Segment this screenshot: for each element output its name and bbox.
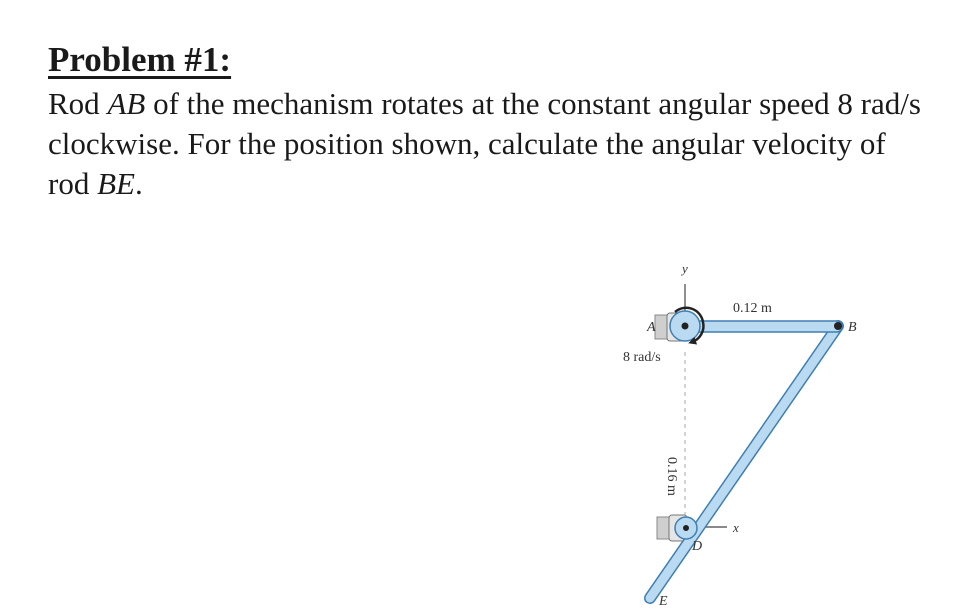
statement-part-2: of the mechanism rotates at the constant angular speed 8 rad/s clockwise. For the position shown, calculate the angular velocity of rod (48, 86, 921, 201)
rod-ab (682, 321, 842, 332)
rod-be-label: BE (97, 166, 135, 201)
statement-part-3: . (134, 166, 143, 201)
support-a (655, 315, 668, 339)
x-axis-label: x (733, 520, 739, 535)
support-d (657, 517, 670, 539)
point-b-label: B (848, 320, 857, 335)
y-axis-label: y (682, 261, 688, 276)
point-d-label: D (692, 539, 703, 554)
problem-title: Problem #1: (48, 40, 232, 79)
collar-d-pin (683, 525, 689, 531)
point-a-label: A (647, 320, 656, 335)
statement-part-1: Rod (48, 86, 108, 121)
pin-b (834, 322, 842, 330)
length-ad-label: 0.16 m (664, 457, 679, 496)
joint-a-pin (682, 323, 689, 330)
point-e-label: E (659, 594, 668, 609)
length-ab-label: 0.12 m (733, 301, 772, 316)
rod-ab-label: AB (107, 86, 146, 121)
angular-speed-label: 8 rad/s (623, 350, 661, 365)
